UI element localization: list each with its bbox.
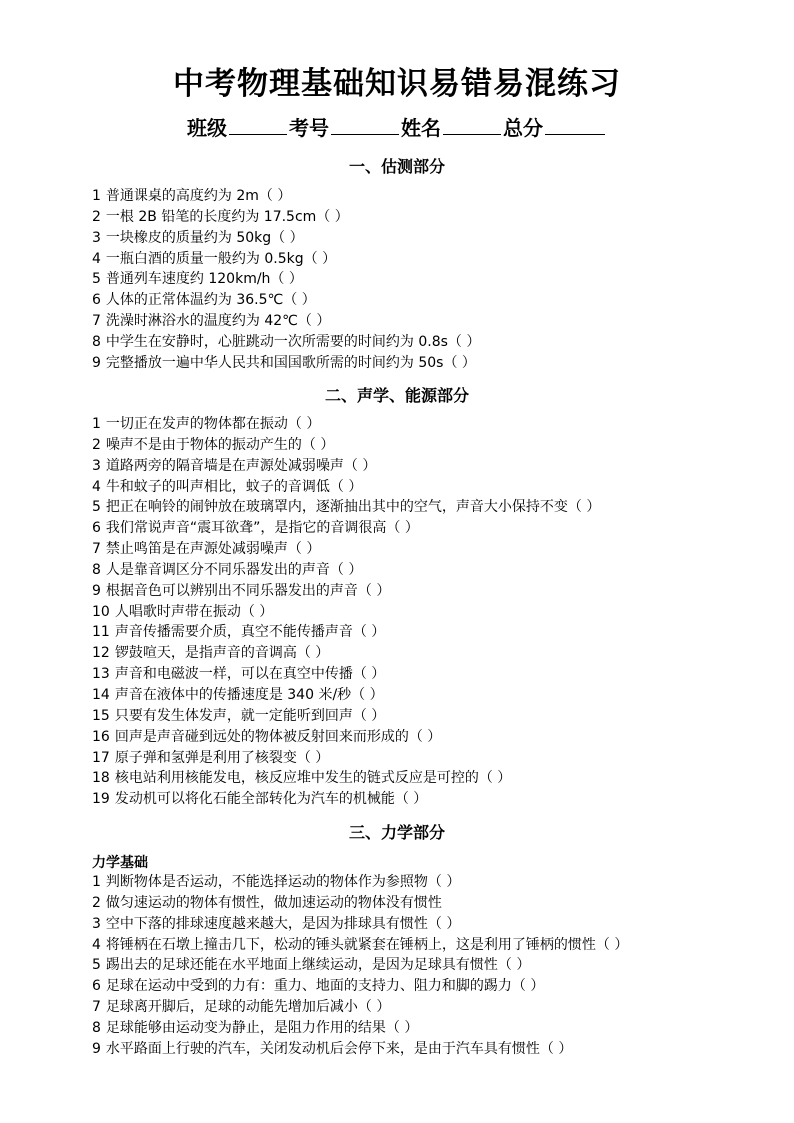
item-number: 7 (92, 999, 101, 1016)
list-item: 4 牛和蚊子的叫声相比，蚊子的音调低（ ） (92, 478, 363, 495)
list-item: 8 人是靠音调区分不同乐器发出的声音（ ） (92, 561, 363, 578)
item-number: 1 (92, 874, 101, 890)
list-item: 8 足球能够由运动变为静止，是阻力作用的结果（ ） (92, 1019, 419, 1036)
item-number: 4 (92, 250, 101, 267)
item-number: 5 (92, 271, 101, 288)
section-acoustics-energy-title: 二、声学、能源部分 (324, 386, 469, 405)
item-number: 2 (92, 208, 101, 225)
list-item: 12 锣鼓喧天，是指声音的音调高（ ） (92, 645, 330, 662)
list-item: 7 洗澡时淋浴水的温度约为 42℃（ ） (92, 313, 331, 330)
list-item: 10 人唱歌时声带在振动（ ） (92, 603, 274, 620)
section-estimation-list (92, 186, 782, 374)
list-item: 5 普通列车速度约 120km/h（ ） (92, 271, 303, 288)
section-mechanics-list (92, 872, 782, 1060)
list-item: 9 水平路面上行驶的汽车，关闭发动机后会停下来，是由于汽车具有惯性（ ） (92, 1040, 573, 1057)
number-blank[interactable] (331, 116, 399, 135)
item-number: 7 (92, 541, 101, 558)
item-number: 3 (92, 915, 101, 932)
item-number: 13 (92, 666, 110, 683)
item-number: 2 (92, 436, 101, 453)
list-item: 1 普通课桌的高度约为 2m（ ） (92, 188, 292, 204)
item-number: 12 (92, 645, 110, 662)
item-number: 14 (92, 686, 110, 703)
list-item: 1 一切正在发声的物体都在振动（ ） (92, 416, 321, 432)
list-item: 15 只要有发生体发声，就一定能听到回声（ ） (92, 707, 386, 724)
item-number: 19 (92, 791, 110, 808)
item-number: 7 (92, 313, 101, 330)
list-item: 4 将锤柄在石墩上撞击几下，松动的锤头就紧套在锤柄上，这是利用了锤柄的惯性（ ） (92, 936, 629, 953)
class-blank[interactable] (229, 116, 287, 135)
item-number: 2 (92, 894, 101, 911)
name-blank[interactable] (443, 116, 501, 135)
list-item: 17 原子弹和氢弹是利用了核裂变（ ） (92, 749, 330, 766)
list-item: 8 中学生在安静时，心脏跳动一次所需要的时间约为 0.8s（ ） (92, 333, 481, 350)
item-number: 5 (92, 499, 101, 516)
item-number: 16 (92, 728, 110, 745)
item-number: 1 (92, 188, 101, 204)
list-item: 5 把正在响铃的闹钟放在玻璃罩内，逐渐抽出其中的空气，声音大小保持不变（ ） (92, 499, 601, 516)
list-item: 2 一根 2B 铅笔的长度约为 17.5cm（ ） (92, 208, 349, 225)
mechanics-basics-subtitle: 力学基础 (92, 855, 148, 871)
item-number: 8 (92, 561, 101, 578)
list-item: 7 足球离开脚后，足球的动能先增加后减小（ ） (92, 999, 391, 1016)
list-item: 3 一块橡皮的质量约为 50kg（ ） (92, 229, 304, 246)
item-number: 10 (92, 603, 110, 620)
list-item: 19 发动机可以将化石能全部转化为汽车的机械能（ ） (92, 791, 428, 808)
item-number: 6 (92, 520, 101, 537)
item-number: 8 (92, 1019, 101, 1036)
item-number: 11 (92, 624, 110, 641)
list-item: 9 根据音色可以辨别出不同乐器发出的声音（ ） (92, 582, 391, 599)
page-title: 中考物理基础知识易错易混练习 (173, 66, 621, 102)
item-number: 9 (92, 354, 101, 371)
section-acoustics-energy-list (92, 414, 782, 810)
item-number: 3 (92, 229, 101, 246)
item-number: 17 (92, 749, 110, 766)
item-number: 15 (92, 707, 110, 724)
item-number: 6 (92, 292, 101, 309)
item-number: 9 (92, 1040, 101, 1057)
item-number: 6 (92, 978, 101, 995)
item-number: 4 (92, 936, 101, 953)
list-item: 11 声音传播需要介质，真空不能传播声音（ ） (92, 624, 386, 641)
list-item: 7 禁止鸣笛是在声源处减弱噪声（ ） (92, 541, 321, 558)
item-number: 5 (92, 957, 101, 974)
list-item: 3 空中下落的排球速度越来越大，是因为排球具有惯性（ ） (92, 915, 461, 932)
list-item: 16 回声是声音碰到远处的物体被反射回来而形成的（ ） (92, 728, 442, 745)
list-item: 5 踢出去的足球还能在水平地面上继续运动，是因为足球具有惯性（ ） (92, 957, 531, 974)
student-info-line (0, 112, 794, 141)
list-item: 6 我们常说声音“震耳欲聋”，是指它的音调很高（ ） (92, 520, 419, 537)
score-blank[interactable] (545, 116, 605, 135)
list-item: 9 完整播放一遍中华人民共和国国歌所需的时间约为 50s（ ） (92, 354, 476, 371)
list-item: 6 人体的正常体温约为 36.5℃（ ） (92, 292, 316, 309)
class-label: 班级 (187, 116, 227, 140)
list-item: 2 噪声不是由于物体的振动产生的（ ） (92, 436, 335, 453)
list-item: 18 核电站利用核能发电，核反应堆中发生的链式反应是可控的（ ） (92, 770, 512, 787)
score-label: 总分 (503, 116, 543, 140)
list-item: 3 道路两旁的隔音墙是在声源处减弱噪声（ ） (92, 457, 377, 474)
list-item: 4 一瓶白酒的质量一般约为 0.5kg（ ） (92, 250, 337, 267)
number-label: 考号 (289, 116, 329, 140)
section-mechanics-title: 三、力学部分 (348, 823, 445, 842)
item-number: 4 (92, 478, 101, 495)
name-label: 姓名 (401, 116, 441, 140)
item-number: 9 (92, 582, 101, 599)
item-number: 18 (92, 770, 110, 787)
item-number: 8 (92, 333, 101, 350)
list-item: 13 声音和电磁波一样，可以在真空中传播（ ） (92, 666, 386, 683)
item-number: 3 (92, 457, 101, 474)
list-item: 1 判断物体是否运动，不能选择运动的物体作为参照物（ ） (92, 874, 461, 890)
list-item: 2 做匀速运动的物体有惯性，做加速运动的物体没有惯性 (92, 894, 442, 911)
item-number: 1 (92, 416, 101, 432)
section-estimation-title: 一、估测部分 (348, 157, 445, 176)
list-item: 14 声音在液体中的传播速度是 340 米/秒（ ） (92, 686, 384, 703)
list-item: 6 足球在运动中受到的力有：重力、地面的支持力、阻力和脚的踢力（ ） (92, 978, 545, 995)
